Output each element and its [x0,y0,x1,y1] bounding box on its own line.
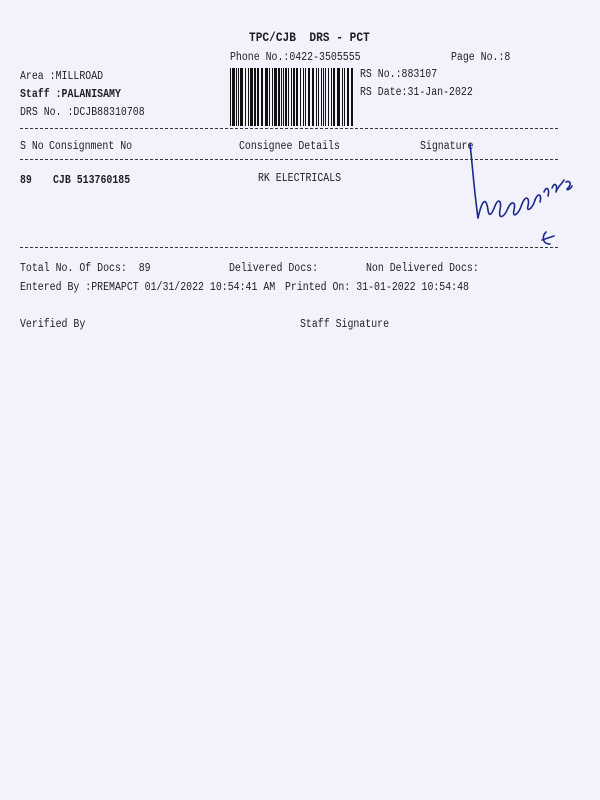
divider-bottom [20,247,558,248]
barcode-image [229,68,355,126]
divider-top [20,128,558,129]
column-consignment: Consignment No [49,140,133,153]
phone-number: Phone No.:0422-3505555 [230,51,361,64]
non-delivered-docs: Non Delivered Docs: [366,262,479,275]
page-number: Page No.:8 [451,51,511,64]
rs-date: RS Date:31-Jan-2022 [360,86,473,99]
staff-signature: Staff Signature [300,318,390,331]
row-sno: 89 [20,174,32,187]
printed-on: Printed On: 31-01-2022 10:54:48 [285,281,469,294]
row-consignee: RK ELECTRICALS [258,172,342,185]
drs-number: DRS No. :DCJB88310708 [20,106,145,119]
staff-field: Staff :PALANISAMY [20,88,121,101]
verified-by: Verified By [20,318,86,331]
rs-number: RS No.:883107 [360,68,438,81]
row-consignment: CJB 513760185 [53,174,131,187]
column-consignee: Consignee Details [239,140,340,153]
total-docs: Total No. Of Docs: 89 [20,262,151,275]
column-signature: Signature [420,140,474,153]
column-sno: S No [20,140,44,153]
document-title: TPC/CJB DRS - PCT [249,30,370,45]
area-field: Area :MILLROAD [20,70,104,83]
entered-by: Entered By :PREMAPCT 01/31/2022 10:54:41 AM [20,281,276,294]
handwritten-signature [462,140,582,250]
delivered-docs: Delivered Docs: [229,262,319,275]
